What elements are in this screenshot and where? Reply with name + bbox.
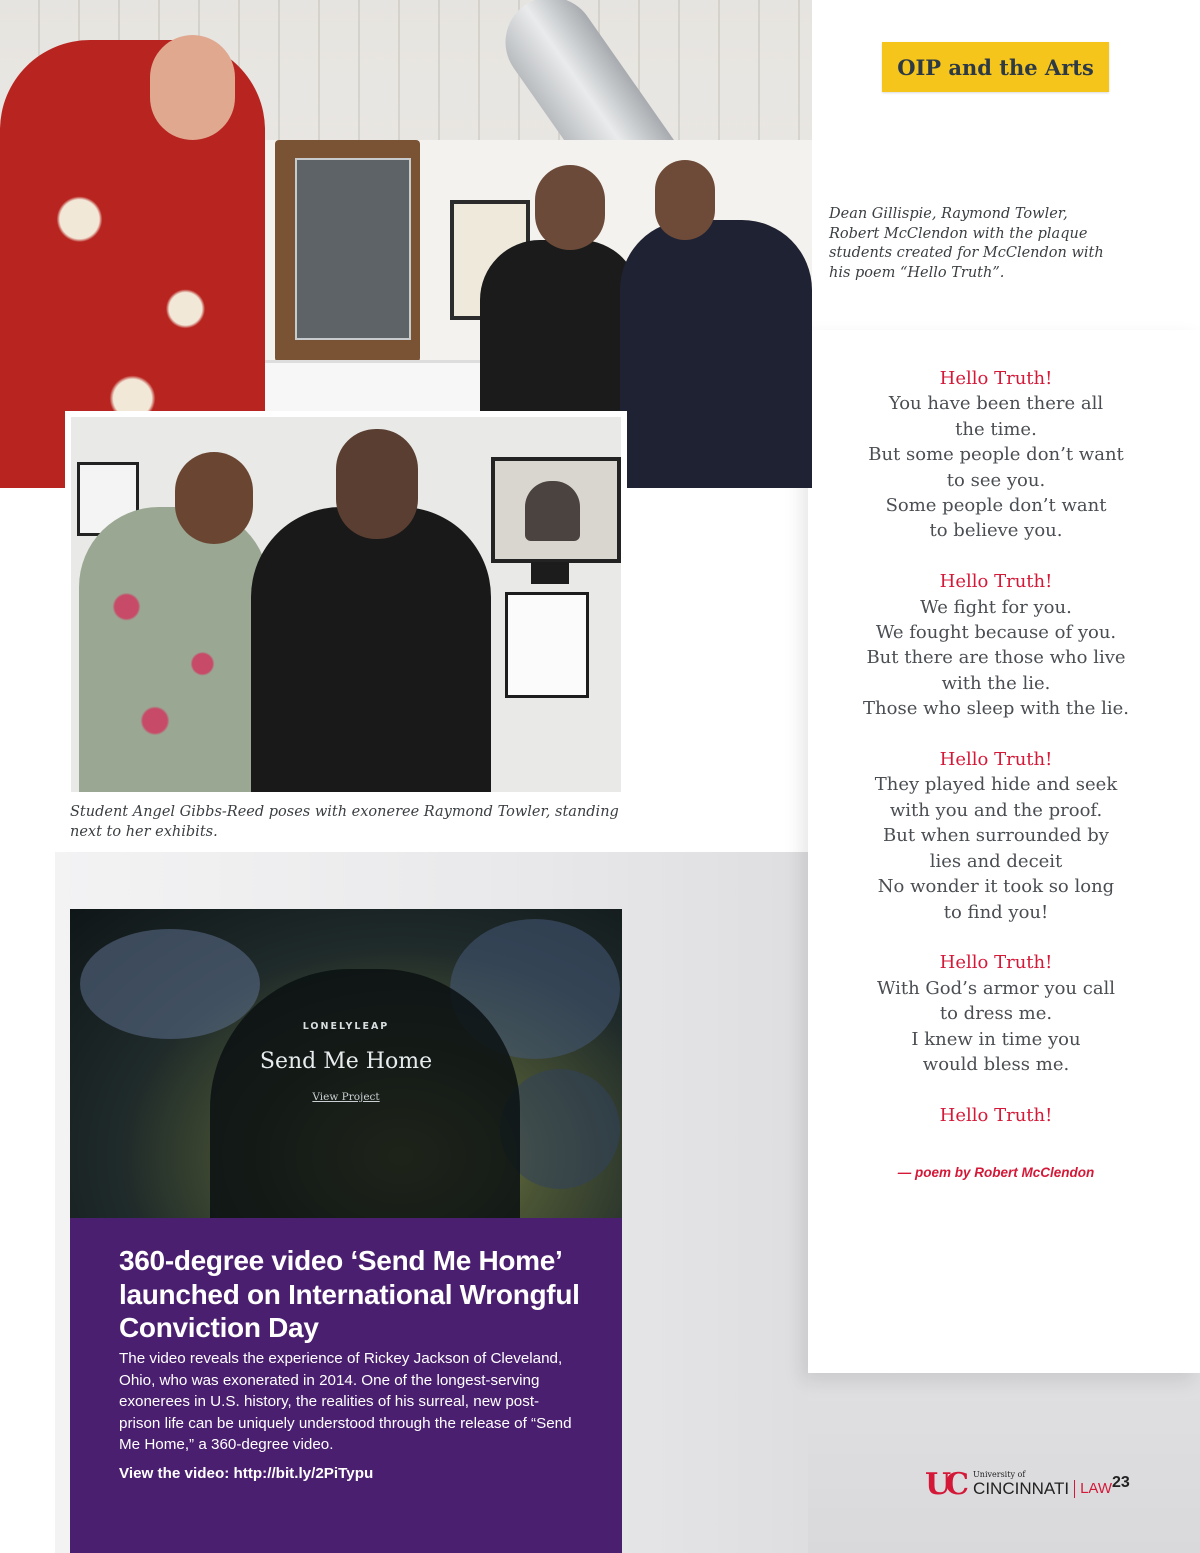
uc-logo-mark: UC (925, 1466, 964, 1502)
poem-line: You have been there all (888, 393, 1104, 415)
poem-line: We fight for you. (920, 596, 1072, 618)
feature-video-link[interactable]: View the video: http://bit.ly/2PiTypu (119, 1465, 374, 1482)
page-number: 23 (1112, 1474, 1130, 1491)
uc-law-logo (925, 1466, 1112, 1502)
person-navy-head (655, 160, 715, 240)
feature-title: 360-degree video ‘Send Me Home’ launched on International Wrongful Conviction Day (119, 1245, 580, 1343)
person-exoneree (251, 507, 491, 792)
exhibit-portrait (525, 481, 580, 541)
poem-refrain: Hello Truth! (939, 749, 1053, 771)
uc-name-row (973, 1480, 1112, 1498)
poem-refrain: Hello Truth! (939, 571, 1053, 593)
video-brand: LONELYLEAP (302, 1021, 390, 1032)
poem-refrain: Hello Truth! (939, 1104, 1053, 1126)
person-red-head (150, 35, 235, 140)
photo-student-exhibit-image (71, 417, 621, 792)
poem-refrain: Hello Truth! (939, 368, 1053, 389)
uc-university-of: University of (973, 1469, 1026, 1479)
poem-line: the time. (955, 418, 1037, 440)
poem-line: But there are those who live (866, 647, 1126, 669)
poem-line: with the lie. (941, 672, 1051, 694)
caption-middle-photo: Student Angel Gibbs-Reed poses with exoneree Raymond Towler, standing next to her exhibits. (70, 804, 619, 840)
exhibit-frame-portrait (491, 457, 621, 563)
section-tag: OIP and the Arts (882, 42, 1109, 92)
poem-line: They played hide and seek (874, 774, 1118, 796)
uc-divider (1074, 1480, 1075, 1498)
poem-line: to believe you. (929, 520, 1063, 542)
poem-line: to dress me. (939, 1003, 1053, 1025)
feature-body: The video reveals the experience of Rickey Jackson of Cleveland, Ohio, who was exonerated in 2014. One of the longest-serving exonerees in U.S. history, the realities of his surreal, new post-prison life can be uniquely understood through the release of “Send Me Home,” a 360-degree video. (119, 1350, 572, 1454)
poem-line: No wonder it took so long (877, 876, 1115, 898)
poem-line: Those who sleep with the lie. (863, 698, 1129, 720)
exhibit-label (531, 562, 569, 584)
poem-line: But when surrounded by (883, 825, 1109, 847)
poem-line: would bless me. (922, 1053, 1070, 1075)
poem-refrain: Hello Truth! (939, 952, 1053, 974)
poem-line: to find you! (943, 901, 1049, 923)
poem-stanza (836, 747, 1156, 925)
poem-stanza (836, 950, 1156, 1077)
poem-stanza (836, 1103, 1156, 1128)
uc-law: LAW (1080, 1480, 1113, 1497)
poem-line: to see you. (946, 469, 1046, 491)
exhibit-text-frame (505, 592, 589, 698)
photo-student-exhibit (65, 411, 627, 798)
poem-line: lies and deceit (929, 850, 1063, 872)
poem-line: We fought because of you. (875, 622, 1117, 644)
poem-line: Some people don’t want (885, 495, 1107, 517)
person-black-head (535, 165, 605, 250)
poem-line: with you and the proof. (889, 799, 1103, 821)
uc-wordmark (973, 1471, 1112, 1498)
plaque-glass (295, 158, 411, 340)
poem-line: I knew in time you (911, 1028, 1081, 1050)
poem-stanza (836, 569, 1156, 721)
caption-top-photo: Dean Gillispie, Raymond Towler, Robert McClendon with the plaque students created for McClendon with his poem “Hello Truth”. (829, 206, 1104, 281)
person-student (79, 507, 269, 792)
person-navy-jacket (620, 220, 812, 488)
uc-name: CINCINNATI (973, 1479, 1070, 1498)
video-title: Send Me Home (259, 1049, 433, 1074)
person-exoneree-head (336, 429, 418, 539)
video-view-project-link[interactable]: View Project (312, 1091, 380, 1103)
poem-stanza (836, 366, 1156, 544)
poem-line: But some people don’t want (868, 444, 1124, 466)
video-thumbnail[interactable] (70, 909, 622, 1218)
poem (836, 366, 1156, 1154)
poem-line: With God’s armor you call (876, 977, 1116, 999)
poem-credit: — poem by Robert McClendon (897, 1165, 1095, 1180)
person-student-head (175, 452, 253, 544)
